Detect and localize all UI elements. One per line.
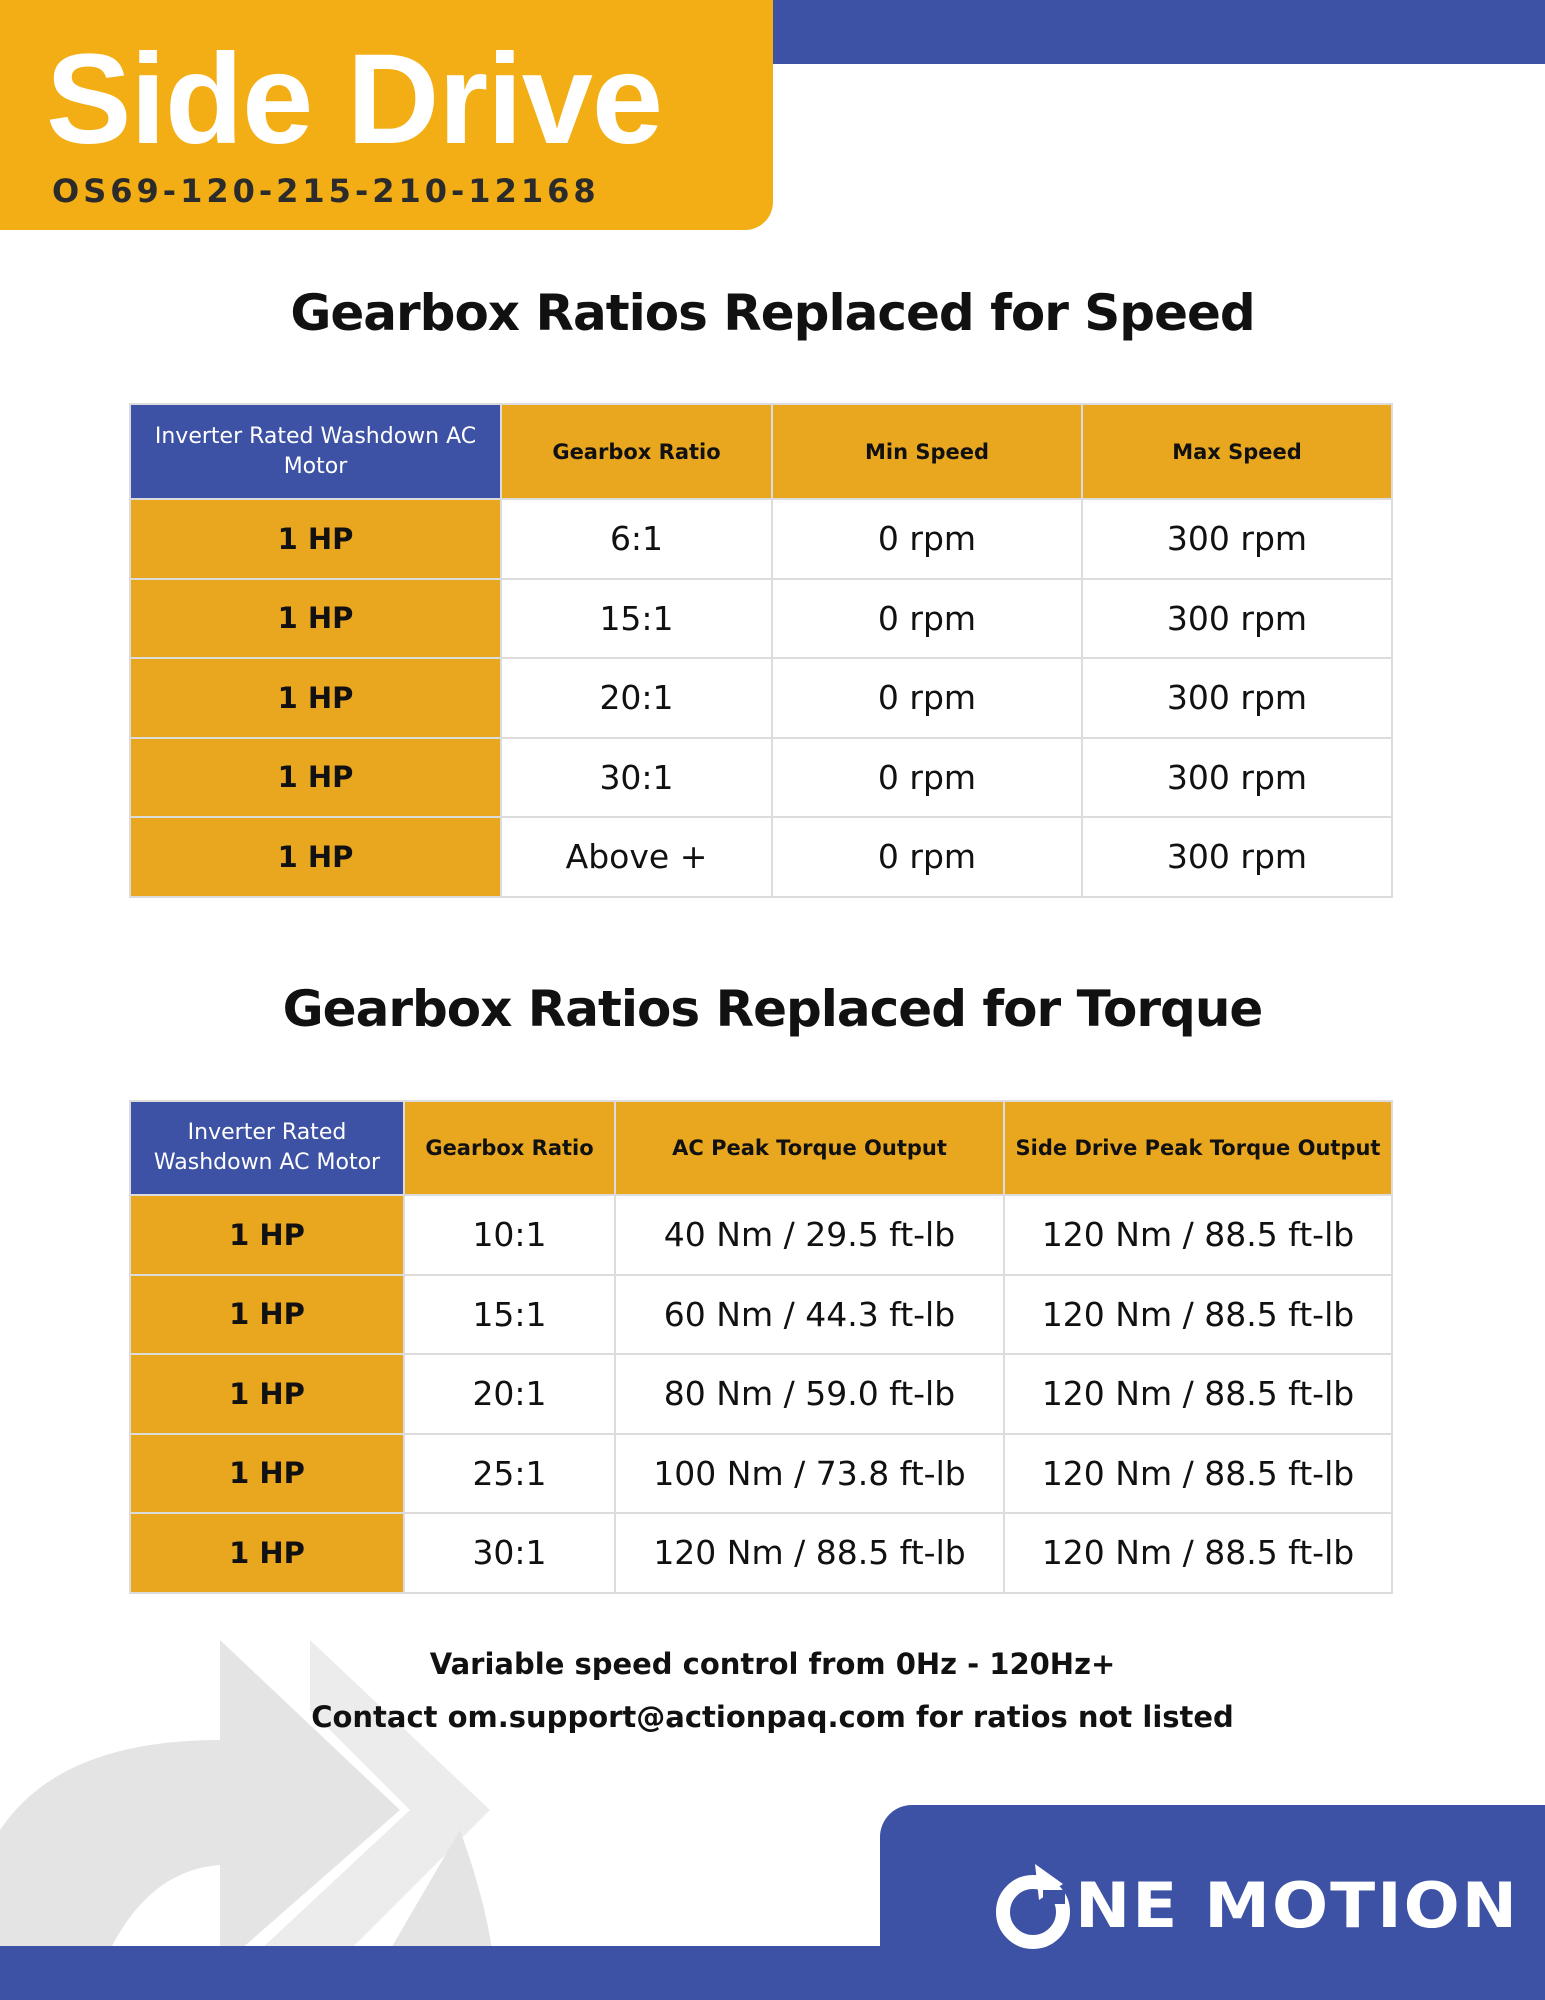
table-row — [130, 817, 1392, 897]
bottom-accent-bar — [0, 1946, 1545, 2000]
value-cell: 10:1 — [404, 1195, 615, 1275]
table-row — [130, 1513, 1392, 1593]
value-cell: 6:1 — [501, 499, 772, 579]
table-row — [130, 579, 1392, 659]
table-row — [130, 1275, 1392, 1355]
value-cell: 30:1 — [501, 738, 772, 818]
torque-table — [129, 1100, 1393, 1594]
part-number: OS69-120-215-210-12168 — [52, 172, 600, 210]
column-header: Gearbox Ratio — [501, 404, 772, 499]
value-cell: 0 rpm — [772, 817, 1082, 897]
motor-cell: 1 HP — [130, 1275, 404, 1355]
motor-cell: 1 HP — [130, 1434, 404, 1514]
speed-heading: Gearbox Ratios Replaced for Speed — [290, 284, 1255, 342]
value-cell: 0 rpm — [772, 579, 1082, 659]
value-cell: 60 Nm / 44.3 ft-lb — [615, 1275, 1004, 1355]
value-cell: 300 rpm — [1082, 658, 1392, 738]
value-cell: 120 Nm / 88.5 ft-lb — [1004, 1195, 1392, 1275]
value-cell: 0 rpm — [772, 738, 1082, 818]
value-cell: 15:1 — [501, 579, 772, 659]
value-cell: 80 Nm / 59.0 ft-lb — [615, 1354, 1004, 1434]
table-header-row — [130, 1101, 1392, 1195]
value-cell: 15:1 — [404, 1275, 615, 1355]
motor-cell: 1 HP — [130, 658, 501, 738]
value-cell: 300 rpm — [1082, 817, 1392, 897]
column-header: Max Speed — [1082, 404, 1392, 499]
table-header-row — [130, 404, 1392, 499]
column-header: Gearbox Ratio — [404, 1101, 615, 1195]
motor-cell: 1 HP — [130, 1195, 404, 1275]
table-row — [130, 1434, 1392, 1514]
value-cell: 30:1 — [404, 1513, 615, 1593]
value-cell: 120 Nm / 88.5 ft-lb — [1004, 1275, 1392, 1355]
value-cell: 0 rpm — [772, 658, 1082, 738]
value-cell: 120 Nm / 88.5 ft-lb — [615, 1513, 1004, 1593]
one-motion-logo — [995, 1860, 1519, 1950]
watermark-arrows-icon — [0, 1640, 520, 1950]
speed-control-note: Variable speed control from 0Hz - 120Hz+ — [429, 1647, 1116, 1681]
value-cell: 120 Nm / 88.5 ft-lb — [1004, 1513, 1392, 1593]
circular-arrow-icon — [995, 1860, 1075, 1950]
top-accent-bar — [773, 0, 1545, 64]
contact-note: Contact om.support@actionpaq.com for ratios not listed — [311, 1700, 1234, 1734]
motor-cell: 1 HP — [130, 499, 501, 579]
value-cell: 120 Nm / 88.5 ft-lb — [1004, 1434, 1392, 1514]
motor-cell: 1 HP — [130, 1354, 404, 1434]
value-cell: 0 rpm — [772, 499, 1082, 579]
value-cell: Above + — [501, 817, 772, 897]
value-cell: 20:1 — [404, 1354, 615, 1434]
column-header: Inverter Rated Washdown AC Motor — [130, 404, 501, 499]
column-header: Min Speed — [772, 404, 1082, 499]
table-row — [130, 1195, 1392, 1275]
column-header: AC Peak Torque Output — [615, 1101, 1004, 1195]
table-row — [130, 1354, 1392, 1434]
table-row — [130, 738, 1392, 818]
motor-cell: 1 HP — [130, 1513, 404, 1593]
column-header: Side Drive Peak Torque Output — [1004, 1101, 1392, 1195]
page-title: Side Drive — [46, 28, 663, 171]
table-row — [130, 658, 1392, 738]
motor-cell: 1 HP — [130, 817, 501, 897]
value-cell: 25:1 — [404, 1434, 615, 1514]
column-header: Inverter Rated Washdown AC Motor — [130, 1101, 404, 1195]
torque-heading: Gearbox Ratios Replaced for Torque — [282, 980, 1263, 1038]
motor-cell: 1 HP — [130, 738, 501, 818]
motor-cell: 1 HP — [130, 579, 501, 659]
value-cell: 100 Nm / 73.8 ft-lb — [615, 1434, 1004, 1514]
table-row — [130, 499, 1392, 579]
logo-text: NE MOTION — [1075, 1868, 1520, 1942]
value-cell: 300 rpm — [1082, 738, 1392, 818]
value-cell: 300 rpm — [1082, 579, 1392, 659]
speed-table — [129, 403, 1393, 898]
value-cell: 120 Nm / 88.5 ft-lb — [1004, 1354, 1392, 1434]
value-cell: 20:1 — [501, 658, 772, 738]
value-cell: 300 rpm — [1082, 499, 1392, 579]
value-cell: 40 Nm / 29.5 ft-lb — [615, 1195, 1004, 1275]
